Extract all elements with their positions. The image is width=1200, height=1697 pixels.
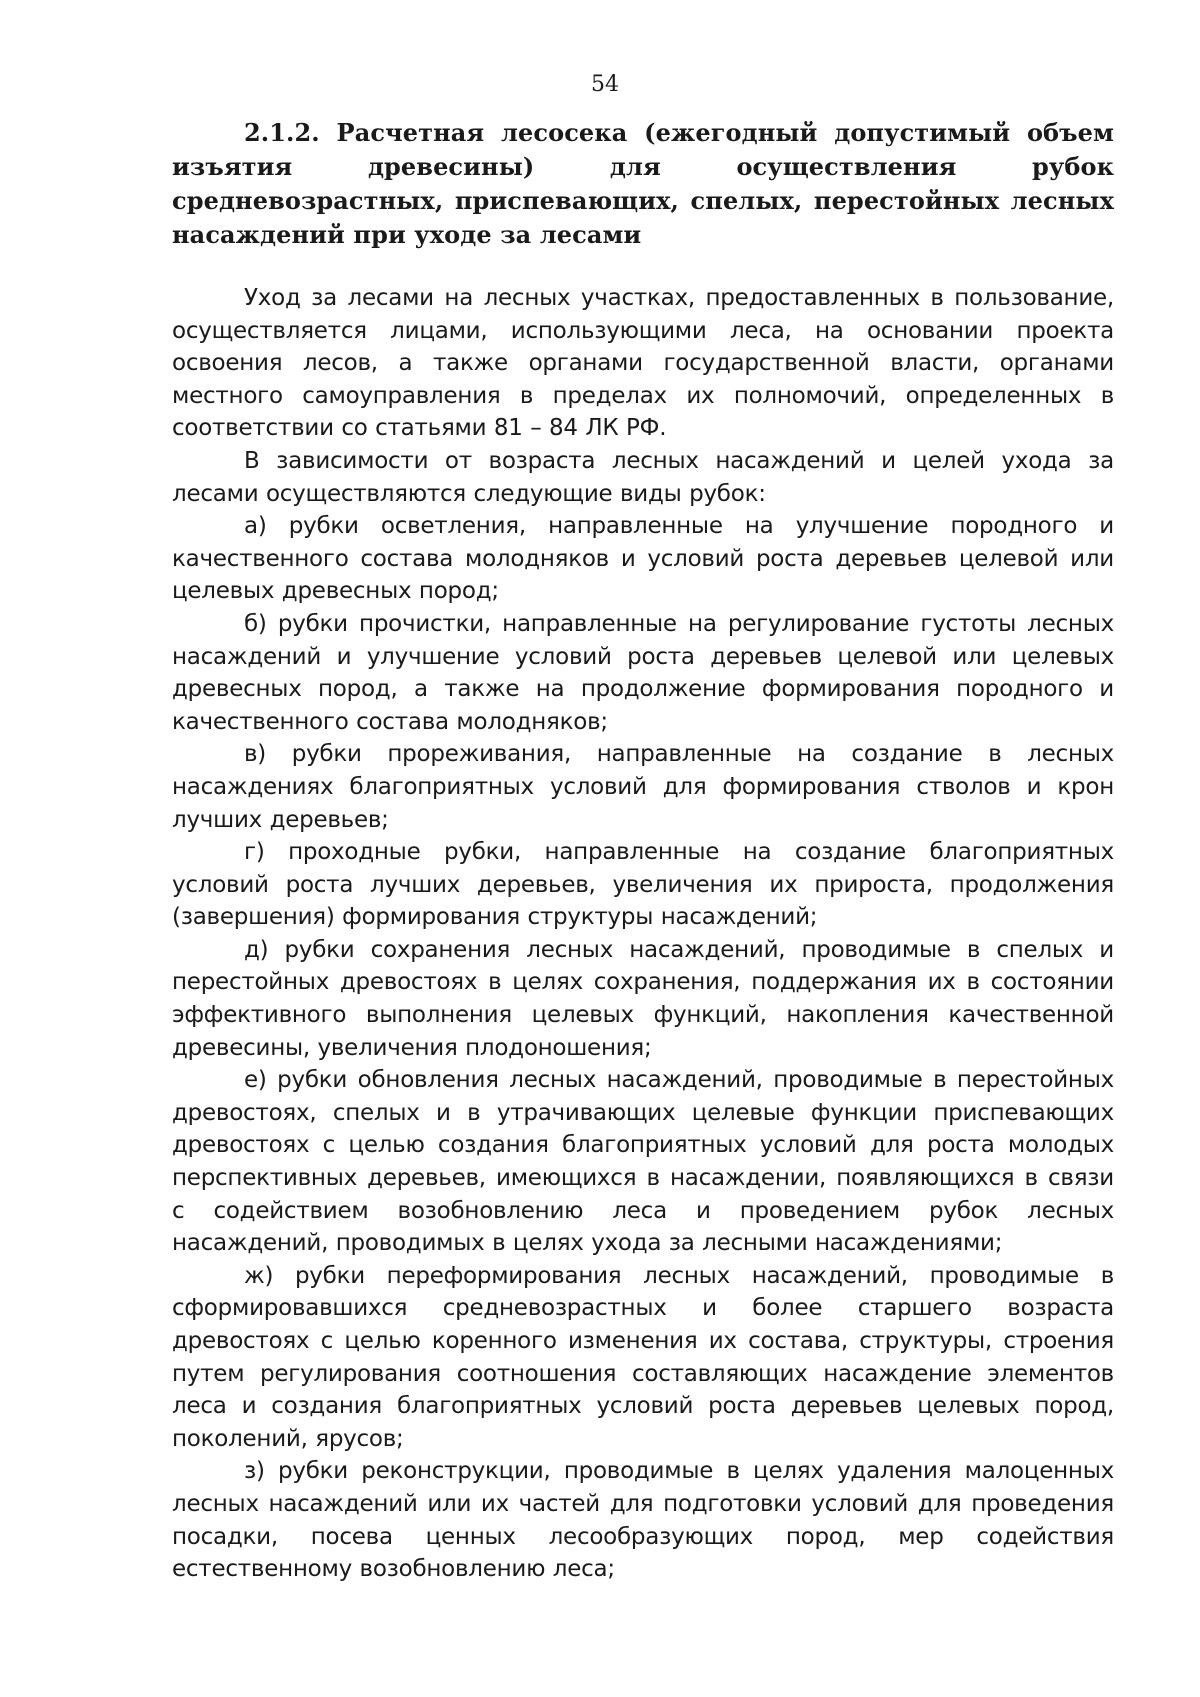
paragraph-types-lead: В зависимости от возраста лесных насаждений и целей ухода за лесами осуществляются следующие виды рубок: [172, 447, 1114, 507]
list-item-e: е) рубки обновления лесных насаждений, проводимые в перестойных древостоях, спелых и в утрачивающих целевые функции приспевающих древостоях с целью создания благоприятных условий для роста молодых перспективных деревьев, имеющихся в насаждении, появляющихся в связи с содействием возобновлению леса и проведением рубок лесных насаждений, проводимых в целях ухода за лесными насаждениями; [172, 1067, 1114, 1257]
paragraph-intro: Уход за лесами на лесных участках, предоставленных в пользование, осуществляется лицами, использующими леса, на основании проекта освоения лесов, а также органами государственной власти, органами местного самоуправления в пределах их полномочий, определенных в соответствии со статьями 81 – 84 ЛК РФ. [172, 285, 1114, 442]
section-heading: 2.1.2. Расчетная лесосека (ежегодный допустимый объем изъятия древесины) для осуществления рубок средневозрастных, приспевающих, спелых, перестойных лесных насаждений при уходе за лесами [172, 118, 1114, 249]
list-item-z: з) рубки реконструкции, проводимые в целях удаления малоценных лесных насаждений или их частей для подготовки условий для проведения посадки, посева ценных лесообразующих пород, мер содействия естественному возобновлению леса; [172, 1458, 1114, 1583]
document-body [172, 116, 1114, 1586]
page-number: 54 [591, 72, 619, 97]
body-text [172, 282, 1114, 1586]
list-item-v: в) рубки прореживания, направленные на создание в лесных насаждениях благоприятных условий для формирования стволов и крон лучших деревьев; [172, 741, 1114, 833]
list-item-g: г) проходные рубки, направленные на создание благоприятных условий роста лучших деревьев, увеличения их прироста, продолжения (завершения) формирования структуры насаждений; [172, 839, 1114, 931]
list-item-a: а) рубки осветления, направленные на улучшение породного и качественного состава молодняков и условий роста деревьев целевой или целевых древесных пород; [172, 513, 1114, 605]
list-item-b: б) рубки прочистки, направленные на регулирование густоты лесных насаждений и улучшение условий роста деревьев целевой или целевых древесных пород, а также на продолжение формирования породного и качественного состава молодняков; [172, 610, 1114, 735]
list-item-d: д) рубки сохранения лесных насаждений, проводимые в спелых и перестойных древостоях в целях сохранения, поддержания их в состоянии эффективного выполнения целевых функций, накопления качественной древесины, увеличения плодоношения; [172, 936, 1114, 1061]
list-item-zh: ж) рубки переформирования лесных насаждений, проводимые в сформировавшихся средневозрастных и более старшего возраста древостоях с целью коренного изменения их состава, структуры, строения путем регулирования соотношения составляющих насаждение элементов леса и создания благоприятных условий роста деревьев целевых пород, поколений, ярусов; [172, 1262, 1114, 1452]
